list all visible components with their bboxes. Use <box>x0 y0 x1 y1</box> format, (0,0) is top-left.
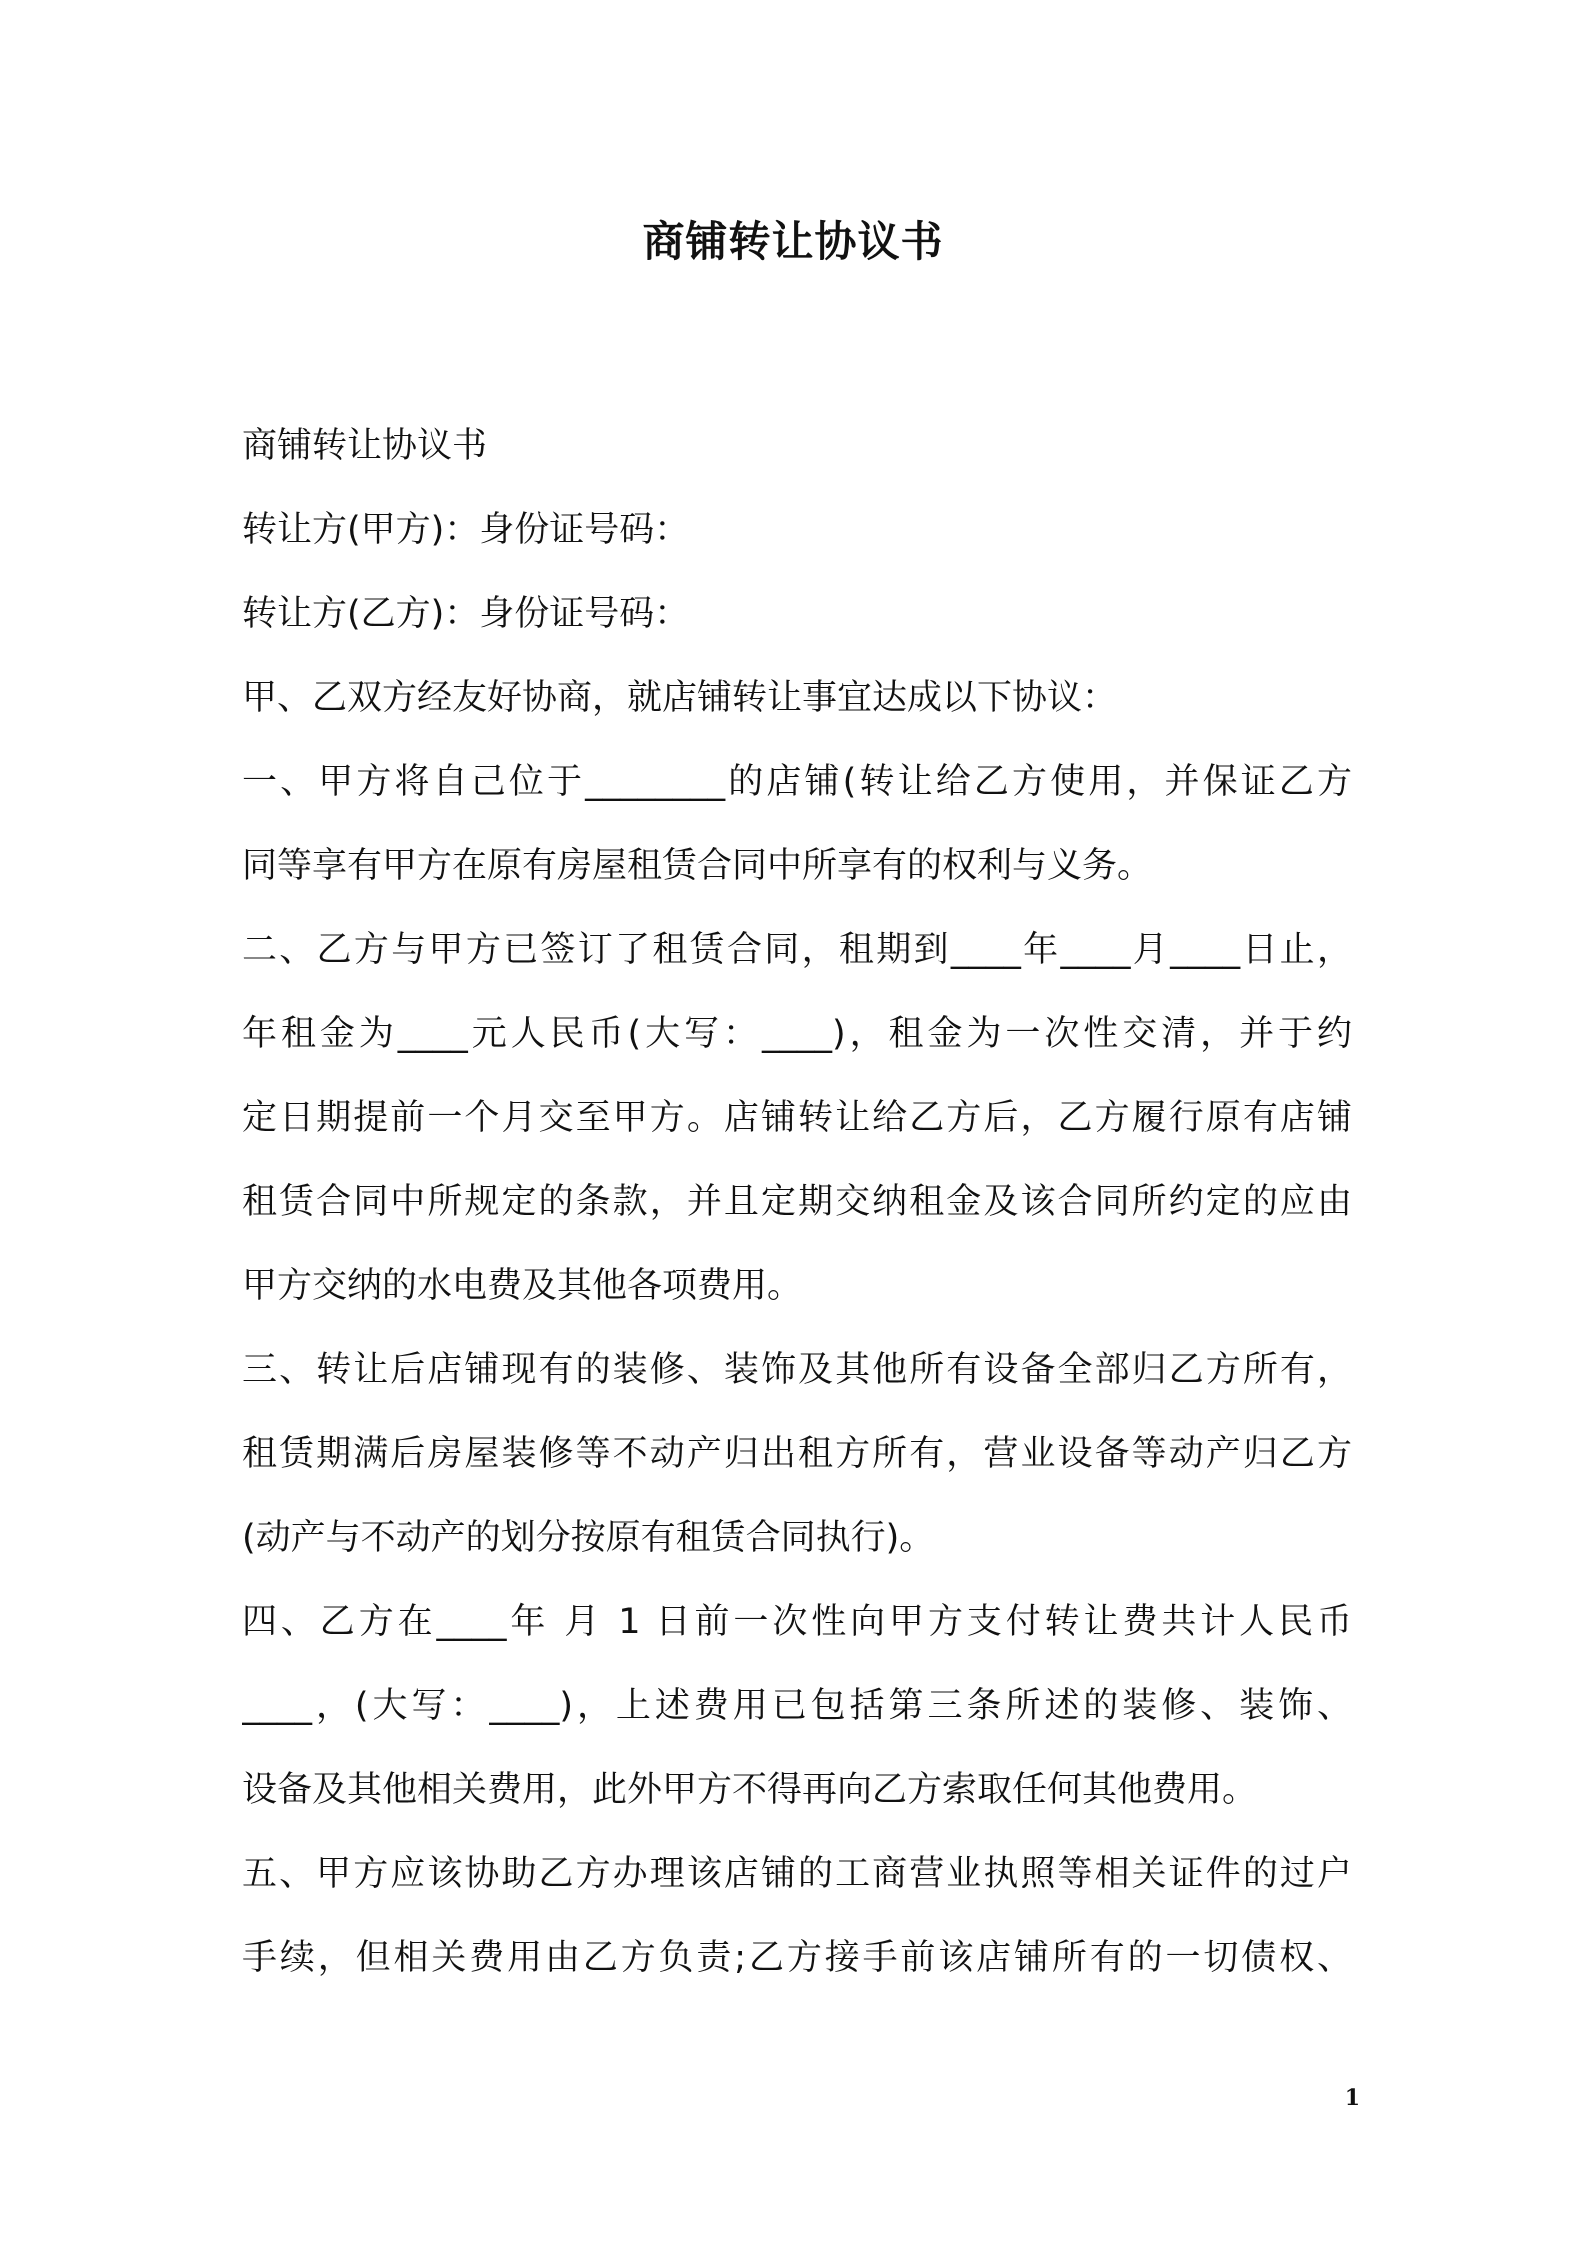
clause-4-line-2: ____，(大写：____)，上述费用已包括第三条所述的装修、装饰、 <box>242 1686 1352 1726</box>
clause-3-line-3: (动产与不动产的划分按原有租赁合同执行)。 <box>242 1518 935 1558</box>
clause-4-line-1: 四、乙方在____年 月 1 日前一次性向甲方支付转让费共计人民币 <box>242 1602 1352 1642</box>
clause-1-line-2: 同等享有甲方在原有房屋租赁合同中所享有的权利与义务。 <box>242 846 1153 886</box>
clause-2-line-1: 二、乙方与甲方已签订了租赁合同，租期到____年____月____日止， <box>242 930 1352 970</box>
party-a-line: 转让方(甲方)：身份证号码： <box>242 510 690 550</box>
body-heading: 商铺转让协议书 <box>242 426 488 466</box>
clause-4-line-3: 设备及其他相关费用，此外甲方不得再向乙方索取任何其他费用。 <box>242 1770 1258 1810</box>
party-b-line: 转让方(乙方)：身份证号码： <box>242 594 690 634</box>
clause-2-line-3: 定日期提前一个月交至甲方。店铺转让给乙方后，乙方履行原有店铺 <box>242 1098 1352 1138</box>
clause-2-line-5: 甲方交纳的水电费及其他各项费用。 <box>242 1266 803 1306</box>
clause-3-line-2: 租赁期满后房屋装修等不动产归出租方所有，营业设备等动产归乙方 <box>242 1434 1352 1474</box>
page-number: 1 <box>1344 2085 1360 2111</box>
clause-1-line-1: 一、甲方将自己位于________的店铺(转让给乙方使用，并保证乙方 <box>242 762 1352 802</box>
clause-2-line-2: 年租金为____元人民币(大写：____)，租金为一次性交清，并于约 <box>242 1014 1352 1054</box>
preamble-line: 甲、乙双方经友好协商，就店铺转让事宜达成以下协议： <box>242 678 1118 718</box>
clause-5-line-1: 五、甲方应该协助乙方办理该店铺的工商营业执照等相关证件的过户 <box>242 1854 1352 1894</box>
clause-3-line-1: 三、转让后店铺现有的装修、装饰及其他所有设备全部归乙方所有， <box>242 1350 1352 1390</box>
clause-2-line-4: 租赁合同中所规定的条款，并且定期交纳租金及该合同所约定的应由 <box>242 1182 1352 1222</box>
document-body <box>242 404 1352 2000</box>
document-title: 商铺转让协议书 <box>642 217 944 266</box>
clause-5-line-2: 手续，但相关费用由乙方负责;乙方接手前该店铺所有的一切债权、 <box>242 1938 1352 1978</box>
